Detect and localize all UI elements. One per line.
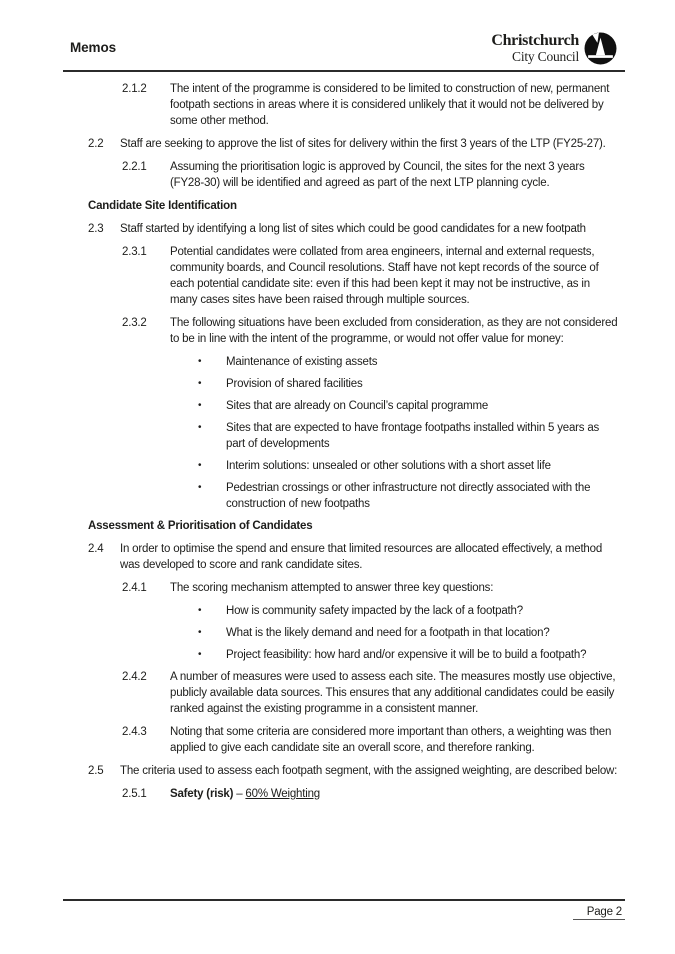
document-body (70, 81, 620, 809)
bullet-icon: • (198, 422, 202, 433)
page-footer (573, 902, 625, 920)
bullet-text: Pedestrian crossings or other infrastructure not directly associated with the construction of new footpaths (226, 482, 591, 510)
bullet-text: Provision of shared facilities (226, 378, 363, 390)
clause-number: 2.4.2 (122, 671, 147, 683)
clause-2.4.1 (70, 580, 620, 596)
clause-2.3.1 (70, 244, 620, 308)
clause-2.4.3 (70, 724, 620, 756)
bullet-item (70, 398, 620, 414)
clause-2.4 (70, 541, 620, 573)
bullet-icon: • (198, 627, 202, 638)
page-number: Page 2 (573, 906, 625, 920)
bullet-item (70, 625, 620, 641)
clause-number: 2.2 (88, 138, 104, 150)
clause-number: 2.5 (88, 765, 104, 777)
clause-text: A number of measures were used to assess each site. The measures mostly use objective, publicly available data sources. This ensures that any additional candidates could be easily ranked against the existing programme in a consistent manner. (170, 671, 616, 715)
clause-number: 2.3 (88, 223, 104, 235)
bullet-icon: • (198, 378, 202, 389)
bullet-item (70, 603, 620, 619)
clause-text: The criteria used to assess each footpath segment, with the assigned weighting, are described below: (120, 765, 618, 777)
bullet-icon: • (198, 482, 202, 493)
clause-number: 2.4 (88, 543, 104, 555)
bullet-icon: • (198, 605, 202, 616)
council-logo (491, 32, 617, 65)
bullet-text: Sites that are already on Council’s capital programme (226, 400, 489, 412)
bullet-item (70, 420, 620, 452)
clause-2.5.1 (70, 786, 620, 802)
clause-2.1.2 (70, 81, 620, 129)
page-title: Memos (70, 40, 117, 55)
clause-number: 2.4.3 (122, 726, 147, 738)
clause-text: Staff started by identifying a long list of sites which could be good candidates for a new footpath (120, 223, 586, 235)
clause-text: The scoring mechanism attempted to answer three key questions: (170, 582, 494, 594)
bullet-text: Sites that are expected to have frontage footpaths installed within 5 years as part of developments (226, 422, 600, 450)
clause-text-segment: 60% Weighting (245, 788, 320, 800)
logo-line1: Christchurch (491, 32, 579, 50)
christchurch-council-emblem-icon (584, 32, 617, 65)
clause-2.5 (70, 763, 620, 779)
bullet-icon: • (198, 649, 202, 660)
clause-text: Potential candidates were collated from area engineers, internal and external requests, community boards, and Council resolutions. Staff have not kept records of the source of each potential candidate site: even if this had been kept it may not be instructive, as in many cases sites have been raised through multiple sources. (170, 246, 599, 306)
page-header (70, 32, 617, 65)
clause-text: Noting that some criteria are considered more important than others, a weighting was then applied to give each candidate site an overall score, and therefore ranking. (170, 726, 612, 754)
clause-text-segment: Safety (risk) (170, 788, 234, 800)
bullet-text: What is the likely demand and need for a footpath in that location? (226, 627, 550, 639)
bullet-text: Interim solutions: unsealed or other solutions with a short asset life (226, 460, 551, 472)
clause-number: 2.4.1 (122, 582, 147, 594)
header-divider (63, 70, 625, 72)
clause-text: Staff are seeking to approve the list of sites for delivery within the first 3 years of the LTP (FY25-27). (120, 138, 606, 150)
clause-2.4.2 (70, 669, 620, 717)
clause-number: 2.3.1 (122, 246, 147, 258)
clause-text: Assuming the prioritisation logic is approved by Council, the sites for the next 3 years (FY28-30) will be identified and agreed as part of the next LTP planning cycle. (170, 161, 585, 189)
bullet-text: Maintenance of existing assets (226, 356, 378, 368)
logo-line2: City Council (512, 48, 579, 64)
clause-text: The following situations have been excluded from consideration, as they are not considered to be in line with the intent of the programme, or would not offer value for money: (170, 317, 618, 345)
bullet-text: How is community safety impacted by the lack of a footpath? (226, 605, 523, 617)
bullet-text: Project feasibility: how hard and/or expensive it will be to build a footpath? (226, 649, 587, 661)
clause-number: 2.3.2 (122, 317, 147, 329)
clause-2.2.1 (70, 159, 620, 191)
clause-2.2 (70, 136, 620, 152)
bullet-item (70, 354, 620, 370)
clause-text-segment: – (233, 788, 246, 800)
section-heading: Assessment & Prioritisation of Candidates (88, 520, 313, 532)
bullet-item (70, 647, 620, 663)
council-logo-text (491, 33, 579, 63)
footer-divider (63, 899, 625, 901)
bullet-icon: • (198, 460, 202, 471)
bullet-item (70, 458, 620, 474)
clause-number: 2.2.1 (122, 161, 147, 173)
clause-text (170, 786, 620, 802)
clause-number: 2.5.1 (122, 788, 147, 800)
clause-number: 2.1.2 (122, 83, 147, 95)
section-heading: Candidate Site Identification (88, 200, 237, 212)
clause-2.3.2 (70, 315, 620, 347)
bullet-item (70, 480, 620, 512)
clause-text: In order to optimise the spend and ensure that limited resources are allocated effectively, a method was developed to score and rank candidate sites. (120, 543, 603, 571)
bullet-icon: • (198, 400, 202, 411)
clause-2.3 (70, 221, 620, 237)
bullet-icon: • (198, 356, 202, 367)
clause-text: The intent of the programme is considered to be limited to construction of new, permanent footpath sections in areas where it is considered unlikely that it would not be delivered by some other method. (170, 83, 610, 127)
bullet-item (70, 376, 620, 392)
